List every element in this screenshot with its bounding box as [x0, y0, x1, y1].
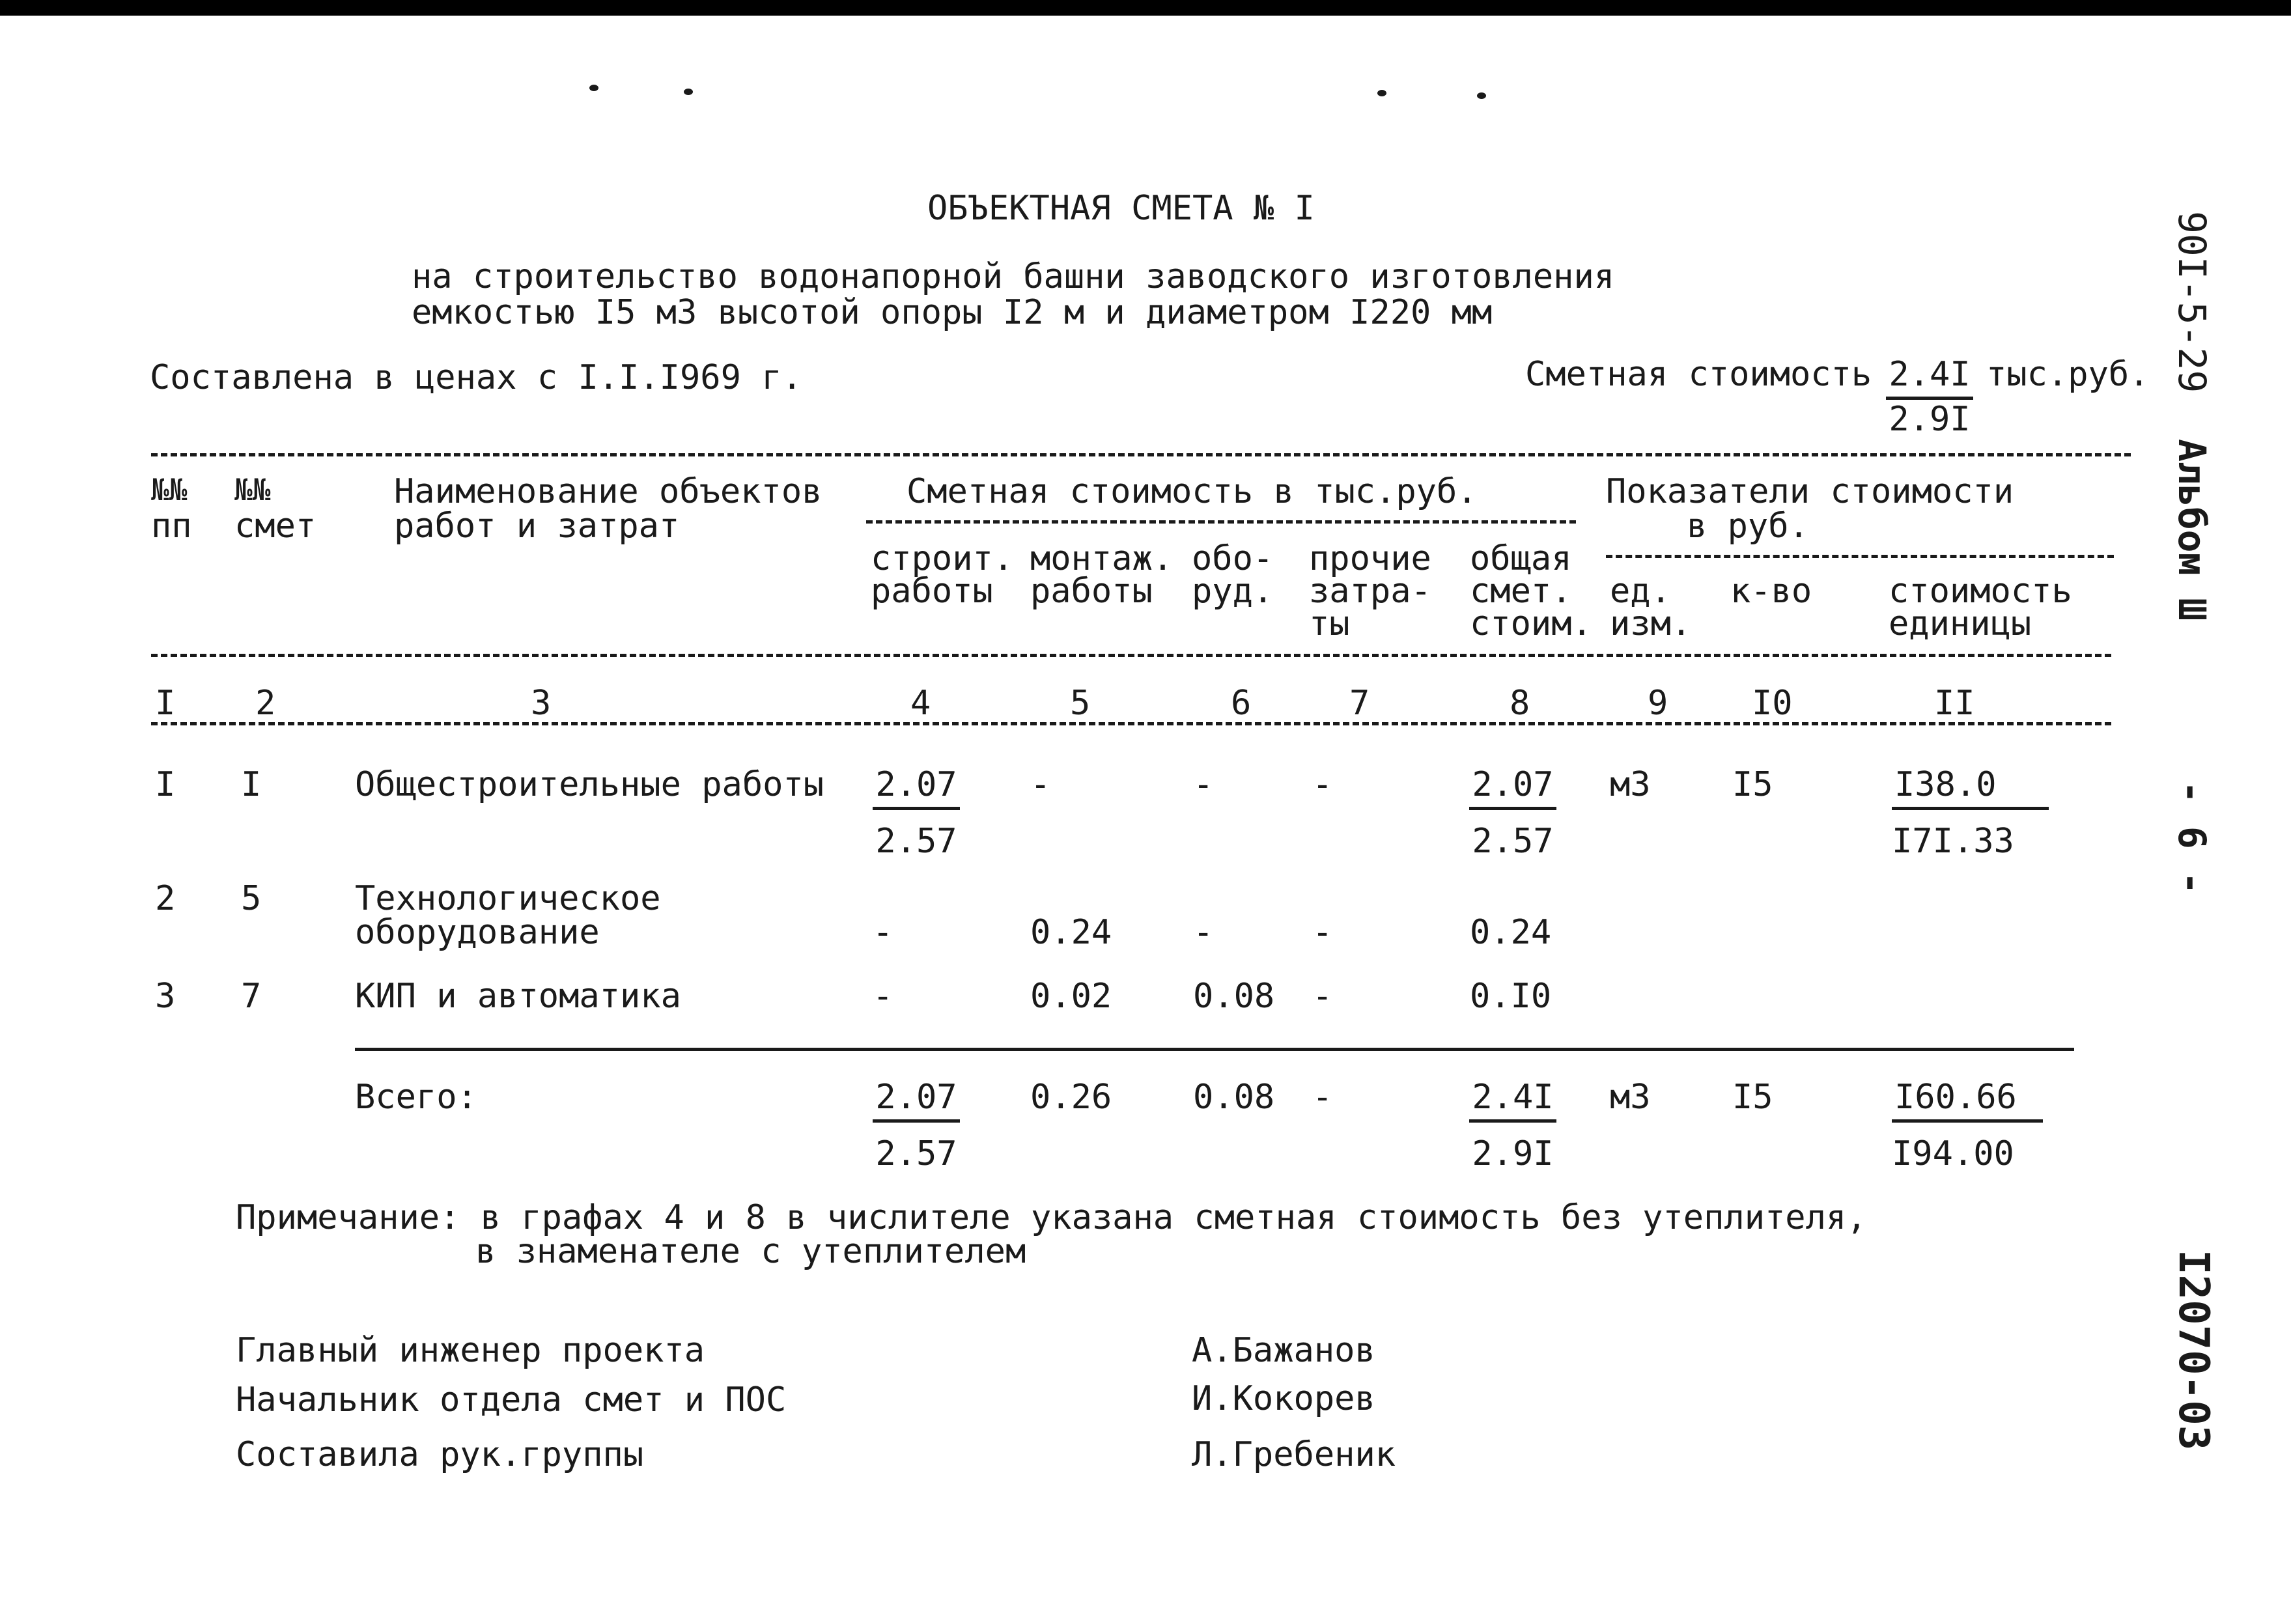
colnum-4: 4	[910, 684, 931, 723]
row-name: Общестроительные работы	[355, 765, 824, 804]
page-number: - 6 -	[2170, 781, 2214, 895]
row-c4	[867, 765, 965, 861]
signature-role: Начальник отдела смет и ПОС	[236, 1380, 787, 1420]
signature-name: И.Кокорев	[1192, 1379, 1375, 1418]
note-line-2: в знаменателе с утеплителем	[475, 1232, 1026, 1271]
header-indicators-rule	[1606, 555, 2114, 558]
total-c9: м3	[1610, 1078, 1651, 1117]
row-pp: I	[155, 765, 176, 804]
header-c11-2: единицы	[1889, 604, 2032, 643]
header-c7-1: прочие	[1309, 539, 1431, 578]
header-c9-2: изм.	[1610, 604, 1692, 643]
row-c11-denominator: I7I.33	[1892, 822, 2014, 861]
row-name-2: оборудование	[355, 913, 600, 952]
header-c8-1: общая	[1470, 539, 1572, 578]
colnum-2: 2	[255, 684, 276, 723]
row-c8: 0.I0	[1470, 977, 1552, 1016]
row-c4-denominator: 2.57	[875, 822, 957, 861]
row-c5: 0.02	[1030, 977, 1112, 1016]
header-c5-2: работы	[1030, 572, 1153, 611]
note-line-1: Примечание: в графах 4 и 8 в числителе указана сметная стоимость без утеплителя,	[236, 1198, 1867, 1237]
colnum-6: 6	[1231, 684, 1252, 723]
total-c4-denominator: 2.57	[875, 1134, 957, 1173]
row-name: КИП и автоматика	[355, 977, 681, 1016]
scan-speck	[589, 85, 598, 91]
estimated-cost-unit: тыс.руб.	[1986, 355, 2150, 394]
scan-speck	[1377, 90, 1386, 96]
header-cost-rule	[866, 520, 1576, 524]
row-c9: м3	[1610, 765, 1651, 804]
estimated-cost-value	[1881, 355, 1978, 439]
header-c6-1: обо-	[1192, 539, 1274, 578]
header-c5-1: монтаж.	[1030, 539, 1174, 578]
scan-speck	[1477, 92, 1486, 99]
colnum-10: I0	[1752, 684, 1793, 723]
header-nn: №№	[151, 472, 188, 507]
row-name-1: Технологическое	[355, 879, 661, 918]
header-c9-1: ед.	[1610, 572, 1671, 611]
row-smeta: 7	[241, 977, 262, 1016]
row-pp: 3	[155, 977, 176, 1016]
signature-role: Главный инженер проекта	[236, 1331, 705, 1370]
header-smet: смет	[234, 507, 316, 546]
total-c8-numerator: 2.4I	[1469, 1080, 1556, 1123]
document-title: ОБЪЕКТНАЯ СМЕТА № I	[927, 189, 1315, 228]
header-pp: пп	[151, 507, 192, 546]
total-c10: I5	[1732, 1078, 1773, 1117]
total-c11	[1892, 1080, 2051, 1171]
estimate-sheet	[0, 16, 2291, 1624]
header-c7-2: затра-	[1309, 572, 1431, 611]
estimated-cost-numerator: 2.4I	[1886, 357, 1973, 400]
row-c5: 0.24	[1030, 913, 1112, 952]
row-c6: 0.08	[1193, 977, 1275, 1016]
colnum-8: 8	[1510, 684, 1530, 723]
row-c4-numerator: 2.07	[873, 768, 959, 810]
header-cost-group: Сметная стоимость в тыс.руб.	[907, 472, 1478, 511]
row-c4: -	[873, 913, 893, 952]
header-indicators-1: Показатели стоимости	[1606, 472, 2014, 511]
header-c6-2: руд.	[1192, 572, 1274, 611]
header-top-rule	[151, 453, 2131, 456]
album-label: Альбом Ш	[2170, 439, 2214, 621]
colnum-5: 5	[1070, 684, 1091, 723]
row-c7: -	[1312, 977, 1333, 1016]
colnum-11: II	[1934, 684, 1975, 723]
subtitle-line-1: на строительство водонапорной башни заводского изготовления	[412, 257, 1615, 296]
subtitle-line-2: емкостью I5 м3 высотой опоры I2 м и диаметром I220 мм	[412, 293, 1493, 332]
total-c8-denominator: 2.9I	[1472, 1134, 1554, 1173]
row-c6: -	[1193, 765, 1214, 804]
colnum-1: I	[155, 684, 176, 723]
header-bottom-rule	[151, 654, 2111, 657]
row-c11	[1892, 765, 2051, 861]
colnum-rule	[151, 722, 2111, 725]
header-c4-2: работы	[871, 572, 993, 611]
row-c7: -	[1312, 765, 1333, 804]
colnum-9: 9	[1648, 684, 1668, 723]
total-c4	[867, 1080, 965, 1171]
header-name-2: работ и затрат	[394, 507, 680, 546]
scan-speck	[684, 89, 693, 95]
header-indicators-2: в руб.	[1687, 507, 1809, 546]
row-c8: 0.24	[1470, 913, 1552, 952]
row-c7: -	[1312, 913, 1333, 952]
row-c4: -	[873, 977, 893, 1016]
total-c7: -	[1312, 1078, 1333, 1117]
row-c8-denominator: 2.57	[1472, 822, 1554, 861]
row-smeta: I	[241, 765, 262, 804]
signature-role: Составила рук.группы	[236, 1435, 644, 1474]
signature-name: А.Бажанов	[1192, 1331, 1375, 1370]
header-c10: к-во	[1730, 572, 1812, 611]
header-c8-3: стоим.	[1470, 604, 1592, 643]
row-c8	[1464, 765, 1562, 861]
header-name-1: Наименование объектов	[394, 472, 822, 511]
series-code: 90I-5-29	[2170, 211, 2214, 393]
header-c11-1: стоимость	[1889, 572, 2072, 611]
total-label: Всего:	[355, 1078, 477, 1117]
estimated-cost-label: Сметная стоимость	[1525, 355, 1872, 394]
signature-name: Л.Гребеник	[1192, 1435, 1396, 1474]
row-c8-numerator: 2.07	[1469, 768, 1556, 810]
row-c6: -	[1193, 913, 1214, 952]
total-c6: 0.08	[1193, 1078, 1275, 1117]
header-c4-1: строит.	[871, 539, 1014, 578]
row-c10: I5	[1732, 765, 1773, 804]
row-smeta: 5	[241, 879, 262, 918]
total-c11-numerator: I60.66	[1892, 1080, 2043, 1123]
row-pp: 2	[155, 879, 176, 918]
document-number: I2070-03	[2169, 1250, 2217, 1451]
total-c5: 0.26	[1030, 1078, 1112, 1117]
row-c5: -	[1030, 765, 1051, 804]
header-est-nn: №№	[234, 472, 271, 507]
total-rule	[355, 1048, 2074, 1051]
prices-note: Составлена в ценах с I.I.I969 г.	[150, 358, 802, 397]
header-c8-2: смет.	[1470, 572, 1572, 611]
total-c11-denominator: I94.00	[1892, 1134, 2014, 1173]
header-c7-3: ты	[1309, 604, 1350, 643]
colnum-3: 3	[531, 684, 552, 723]
row-c11-numerator: I38.0	[1892, 768, 2049, 810]
colnum-7: 7	[1349, 684, 1370, 723]
estimated-cost-denominator: 2.9I	[1889, 400, 1971, 439]
total-c8	[1464, 1080, 1562, 1171]
total-c4-numerator: 2.07	[873, 1080, 959, 1123]
